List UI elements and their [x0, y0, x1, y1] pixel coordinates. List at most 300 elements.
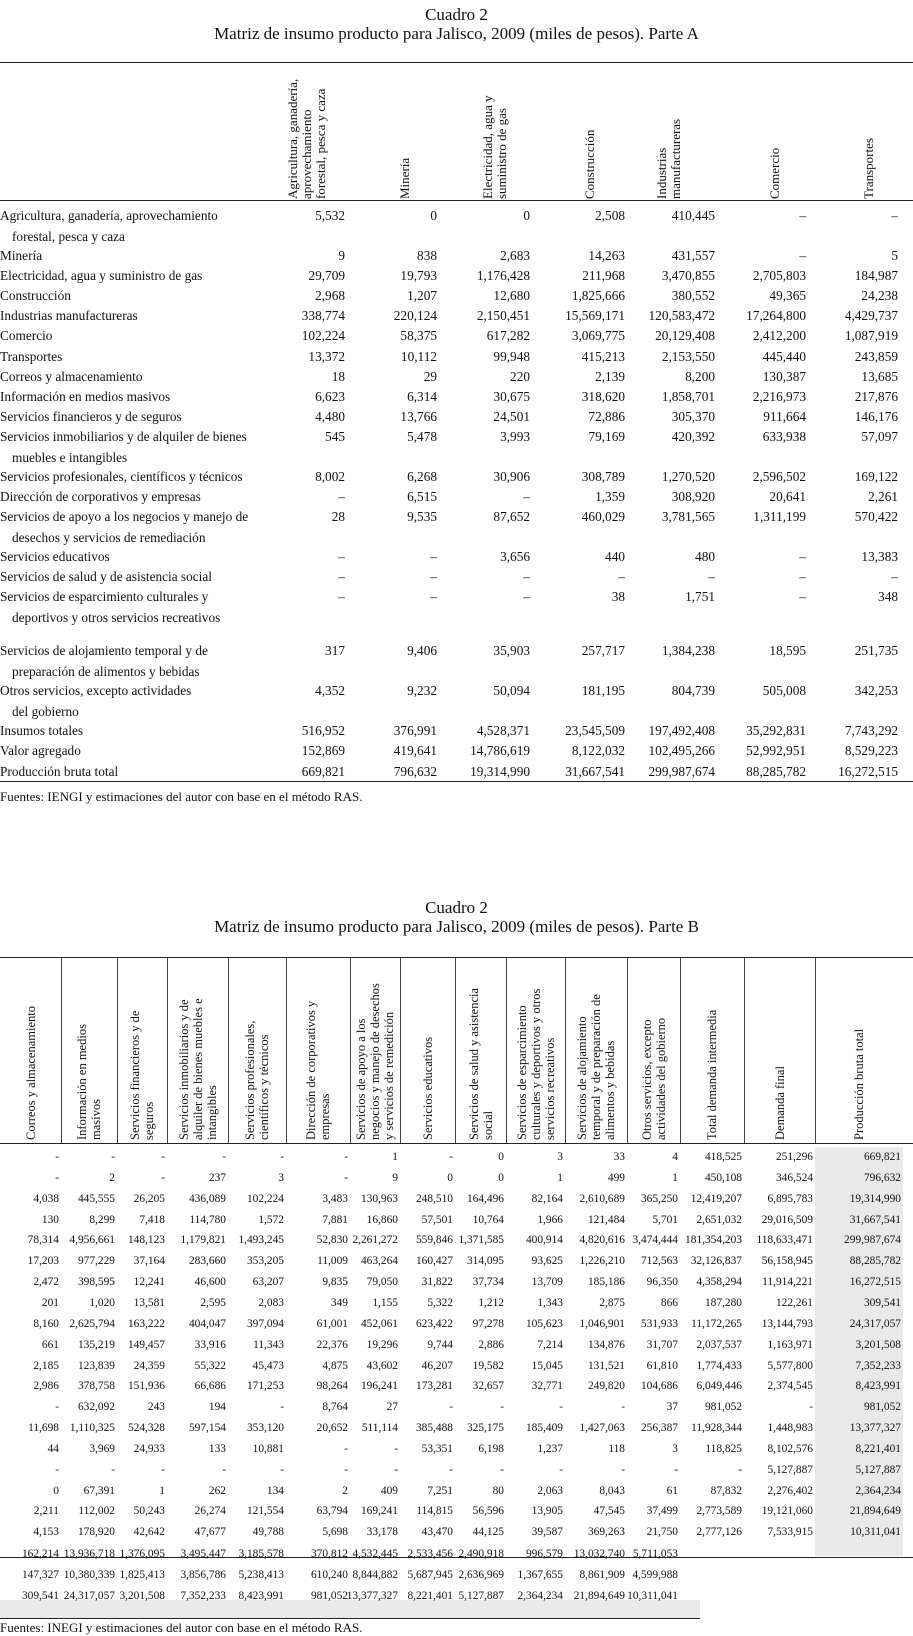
part-b-cell: 29,016,509 — [761, 1213, 813, 1226]
part-a-column-header-label: Transportes — [861, 138, 876, 199]
part-b-column-divider — [350, 958, 351, 1143]
part-b-cell: 5,238,413 — [238, 1568, 284, 1581]
part-a-cell: 211,968 — [582, 268, 625, 284]
part-b-cell: 436,089 — [188, 1192, 226, 1205]
part-b-cell: 977,229 — [77, 1255, 115, 1268]
part-b-cell: 10,311,041 — [850, 1526, 901, 1539]
part-b-cell: 0 — [53, 1484, 59, 1497]
part-b-cell: 7,214 — [537, 1338, 563, 1351]
part-a-row-label-line1: Otros servicios, excepto actividades — [0, 683, 192, 699]
part-b-cell: 8,102,576 — [767, 1442, 813, 1455]
part-a-cell: 6,515 — [407, 489, 437, 504]
part-a-row-label-line1: Agricultura, ganadería, aprovechamiento — [0, 208, 218, 223]
part-a-cell: 570,422 — [854, 509, 898, 525]
part-a-cell: 5 — [891, 248, 898, 263]
part-b-cell: 24,317,057 — [63, 1589, 115, 1602]
part-a-cell: – — [799, 589, 806, 605]
part-b-column-header-label: Servicios inmobiliarios y de alquiler de bienes muebles e intangibles — [176, 998, 219, 1140]
part-a-cell: 305,370 — [671, 408, 715, 424]
part-b-cell: 3,856,786 — [180, 1568, 226, 1581]
part-b-cell: 5,127,887 — [458, 1589, 504, 1602]
part-b-cell: 325,175 — [466, 1422, 504, 1435]
part-b-cell: 7,881 — [322, 1213, 348, 1226]
part-b-cell: 2,625,794 — [69, 1317, 115, 1330]
part-a-cell: 8,529,223 — [844, 743, 898, 759]
part-a-cell: 197,492,408 — [648, 723, 715, 739]
part-a-cell: 14,786,619 — [470, 743, 530, 759]
part-b-cell: 13,581 — [133, 1296, 165, 1309]
part-a-cell: – — [799, 248, 806, 263]
part-b-cell: 8,160 — [33, 1317, 59, 1330]
part-a-cell: 10,112 — [400, 348, 437, 364]
part-a-cell: 633,938 — [762, 428, 806, 444]
part-a-cell: 146,176 — [854, 408, 898, 424]
part-a-cell: 38 — [611, 589, 625, 605]
part-b-cell: 3,201,508 — [855, 1338, 901, 1351]
part-a-column-header-label: Comercio — [767, 147, 782, 199]
part-a-column-header — [398, 64, 438, 210]
part-b-cell: 93,625 — [531, 1255, 563, 1268]
part-b-cell: 5,322 — [427, 1296, 453, 1309]
part-b-cell: 26,205 — [133, 1192, 165, 1205]
part-b-cell: 450,108 — [704, 1171, 742, 1184]
part-a-row-label — [0, 386, 280, 407]
part-a-cell: 5,532 — [315, 208, 345, 223]
part-b-source-note: Fuentes: INEGI y estimaciones del autor con base en el método RAS. — [0, 1620, 363, 1635]
part-b-cell: 185,186 — [587, 1276, 625, 1289]
part-b-cell: 5,127,887 — [855, 1463, 901, 1476]
part-a-cell: 102,495,266 — [648, 743, 715, 759]
part-b-cell: 2,063 — [537, 1484, 563, 1497]
part-a-row-label-line2: deportivos y otros servicios recreativos — [12, 610, 221, 626]
part-b-column-header-label: Correos y almacenamiento — [23, 1006, 38, 1140]
part-a-cell: 516,952 — [301, 723, 345, 739]
part-b-cell: 43,602 — [366, 1359, 398, 1372]
part-a-cell: – — [430, 569, 437, 585]
part-a-cell: 308,789 — [581, 468, 625, 484]
part-b-cell: 8,221,401 — [407, 1589, 453, 1602]
part-b-cell: 256,387 — [640, 1422, 678, 1435]
part-a-row-label — [0, 426, 280, 468]
part-b-cell: 11,914,221 — [762, 1276, 813, 1289]
part-b-cell: 9,744 — [427, 1338, 453, 1351]
part-a-cell: 796,632 — [393, 763, 437, 779]
part-a-row-label — [0, 265, 280, 286]
part-a-cell: 911,664 — [763, 408, 806, 424]
part-a-cell: 420,392 — [671, 428, 715, 444]
part-b-cell: 201 — [41, 1296, 59, 1309]
part-a-cell: 2,139 — [595, 368, 625, 384]
part-b-cell: 3,495,447 — [180, 1547, 226, 1560]
part-b-cell: - — [394, 1463, 398, 1476]
part-b-cell: - — [55, 1463, 59, 1476]
part-b-cell: 56,158,945 — [761, 1255, 813, 1268]
part-a-cell: 31,667,541 — [565, 763, 625, 779]
part-b-column-header-label: Demanda final — [772, 1066, 787, 1140]
part-b-column-header — [24, 960, 38, 1143]
part-b-cell: 6,049,446 — [696, 1380, 742, 1393]
part-b-cell: 2,490,918 — [458, 1547, 504, 1560]
part-b-cell: 134 — [266, 1484, 284, 1497]
part-b-cell: 16,860 — [366, 1213, 398, 1226]
part-a-cell: 184,987 — [854, 268, 898, 284]
part-a-cell: 16,272,515 — [838, 763, 898, 779]
part-b-cell: 57,501 — [421, 1213, 453, 1226]
part-b-cell: - — [280, 1151, 284, 1163]
part-b-cell: 409 — [380, 1484, 398, 1497]
part-b-cell: 796,632 — [863, 1171, 901, 1184]
part-b-cell: 7,251 — [427, 1484, 453, 1497]
part-b-cell: 385,488 — [415, 1422, 453, 1435]
part-a-cell: 88,285,782 — [746, 763, 806, 779]
part-a-cell: 30,675 — [493, 388, 530, 404]
part-b-title-number: Cuadro 2 — [425, 898, 488, 917]
part-b-cell: 7,352,233 — [855, 1359, 901, 1372]
part-b-cell: 196,241 — [360, 1380, 398, 1393]
part-a-cell: 49,365 — [769, 288, 806, 304]
part-b-cell: - — [559, 1401, 563, 1414]
part-b-cell: - — [161, 1463, 165, 1476]
part-a-cell: – — [430, 549, 437, 565]
part-b-cell: 96,350 — [646, 1276, 678, 1289]
part-b-cell: 149,457 — [127, 1338, 165, 1351]
part-b-cell: 24,933 — [133, 1442, 165, 1455]
part-b-cell: 11,172,265 — [691, 1317, 742, 1330]
part-b-cell: 404,047 — [188, 1317, 226, 1330]
part-b-cell: 418,525 — [704, 1151, 742, 1163]
part-b-cell: 44,125 — [472, 1526, 504, 1539]
part-a-cell: 257,717 — [581, 643, 625, 659]
part-b-cell: 42,642 — [133, 1526, 165, 1539]
part-a-row-label — [0, 346, 280, 367]
part-a-row-label — [0, 740, 280, 761]
part-a-cell: 617,282 — [486, 328, 530, 344]
part-a-cell: 480 — [695, 549, 715, 565]
part-b-cell: 44 — [47, 1442, 59, 1455]
part-a-cell: 8,200 — [685, 368, 715, 384]
part-b-cell: 10,311,041 — [627, 1589, 678, 1602]
part-b-cell: 1,493,245 — [238, 1234, 284, 1247]
part-b-cell: - — [111, 1151, 115, 1163]
part-b-cell: 31,667,541 — [849, 1213, 901, 1226]
part-b-cell: 97,278 — [472, 1317, 504, 1330]
part-b-cell: 79,050 — [366, 1276, 398, 1289]
part-b-cell: 353,120 — [246, 1422, 284, 1435]
part-a-cell: 804,739 — [671, 683, 715, 699]
part-b-cell: 452,061 — [360, 1317, 398, 1330]
part-a-cell: 3,993 — [500, 428, 530, 444]
part-a-source-note: Fuentes: IENGI y estimaciones del autor con base en el método RAS. — [0, 789, 363, 804]
part-b-cell: 1,371,585 — [458, 1234, 504, 1247]
part-b-cell: 1,774,433 — [696, 1359, 742, 1372]
part-b-cell: 1,179,821 — [180, 1234, 226, 1247]
part-b-cell: 2,986 — [33, 1380, 59, 1393]
part-a-cell: 220 — [510, 368, 530, 384]
part-b-cell: 610,240 — [310, 1568, 348, 1581]
part-b-cell: 10,881 — [252, 1442, 284, 1455]
part-b-cell: 2,364,234 — [517, 1589, 563, 1602]
part-b-cell: 13,936,718 — [63, 1547, 115, 1560]
part-b-cell: - — [621, 1401, 625, 1414]
part-b-cell: 4,358,294 — [696, 1276, 742, 1289]
part-a-header-rule — [0, 200, 913, 201]
part-b-cell: 27 — [386, 1401, 398, 1414]
part-a-row-label — [0, 325, 280, 346]
part-b-cell: 12,241 — [133, 1276, 165, 1289]
part-b-column-header-label: Producción bruta total — [852, 1028, 866, 1140]
part-b-cell: 61,810 — [646, 1359, 678, 1372]
part-b-cell: 118,825 — [705, 1442, 742, 1455]
part-b-column-header-label: Dirección de corporativos y empresas — [304, 1000, 332, 1140]
part-a-cell: 57,097 — [861, 428, 898, 444]
part-b-cell: 445,555 — [77, 1192, 115, 1205]
part-a-row-label — [0, 566, 280, 587]
part-a-cell: 20,129,408 — [655, 328, 715, 344]
part-a-cell: – — [338, 549, 345, 565]
part-a-cell: 2,508 — [595, 208, 625, 223]
part-b-title: Matriz de insumo producto para Jalisco, 2009 (miles de pesos). Parte B — [214, 917, 699, 936]
part-b-cell: 164,496 — [466, 1192, 504, 1205]
part-b-cell: 11,009 — [317, 1255, 348, 1268]
part-b-column-header-label: Servicios de apoyo a los negocios y manejo de desechos y servicios de remedición — [354, 983, 396, 1140]
part-b-cell: 400,914 — [525, 1234, 563, 1247]
part-a-row-label-line1: Servicios educativos — [0, 549, 110, 565]
part-b-cell: 5,577,800 — [767, 1359, 813, 1372]
part-a-cell: 348 — [878, 589, 898, 605]
part-a-cell: 19,793 — [400, 268, 437, 284]
part-b-cell: 309,541 — [863, 1296, 901, 1309]
part-b-cell: 194 — [208, 1401, 226, 1414]
part-b-cell: 10,380,339 — [63, 1568, 115, 1581]
part-b-cell: - — [344, 1171, 348, 1184]
part-a-cell: 8,122,032 — [571, 743, 625, 759]
part-a-row-label-line1: Información en medios masivos — [0, 388, 171, 404]
part-a-cell: 318,620 — [581, 388, 625, 404]
part-b-cell: 4,875 — [322, 1359, 348, 1372]
part-b-cell: 2,533,456 — [407, 1547, 453, 1560]
part-b-cell: 133 — [208, 1442, 226, 1455]
part-a-row-label-line2: preparación de alimentos y bebidas — [12, 664, 200, 680]
part-b-cell: 397,094 — [246, 1317, 284, 1330]
part-b-cell: 24,359 — [133, 1359, 165, 1372]
part-b-cell: 16,272,515 — [849, 1276, 901, 1289]
part-a-row-label-line1: Industrias manufactureras — [0, 308, 138, 324]
part-b-cell: 7,352,233 — [180, 1589, 226, 1602]
part-a-row-label — [0, 680, 280, 722]
part-a-cell: 217,876 — [854, 388, 898, 404]
part-b-cell: 531,933 — [640, 1317, 678, 1330]
part-a-bottom-rule — [0, 781, 913, 782]
part-b-cell: 3 — [672, 1442, 678, 1455]
part-b-column-header — [640, 960, 668, 1143]
part-b-cell: - — [449, 1151, 453, 1163]
part-b-cell: 2,472 — [33, 1276, 59, 1289]
part-a-cell: 2,216,973 — [752, 388, 806, 404]
part-b-cell: 283,660 — [188, 1255, 226, 1268]
part-b-column-divider — [228, 958, 229, 1143]
part-b-cell: 8,764 — [322, 1401, 348, 1414]
part-b-cell: 147,327 — [21, 1568, 59, 1581]
part-a-row-label — [0, 586, 280, 628]
part-b-column-divider — [61, 958, 62, 1143]
part-b-cell: - — [161, 1171, 165, 1184]
part-b-cell: - — [222, 1463, 226, 1476]
part-b-cell: 19,121,060 — [761, 1505, 813, 1518]
part-b-cell: 370,812 — [310, 1547, 348, 1560]
part-b-cell: 37,734 — [472, 1276, 504, 1289]
part-a-title: Matriz de insumo producto para Jalisco, 2009 (miles de pesos). Parte A — [214, 24, 699, 43]
part-a-cell: 338,774 — [301, 308, 345, 324]
part-a-row-label-line1: Minería — [0, 248, 43, 263]
part-a-cell: 8,002 — [315, 468, 345, 484]
part-b-cell: 2,777,126 — [696, 1526, 742, 1539]
part-a-cell: 152,869 — [301, 743, 345, 759]
part-a-row-label-line1: Transportes — [0, 348, 63, 364]
part-b-column-divider — [167, 958, 168, 1143]
part-b-cell: 1,237 — [537, 1442, 563, 1455]
part-b-cell: 10,764 — [472, 1213, 504, 1226]
part-a-title-number: Cuadro 2 — [425, 5, 488, 24]
part-b-cell: 2,211 — [33, 1505, 59, 1518]
part-a-row-label-line2: del gobierno — [12, 704, 79, 720]
part-a-row-label — [0, 366, 280, 387]
part-a-cell: 251,735 — [854, 643, 898, 659]
part-b-cell: 13,905 — [531, 1505, 563, 1518]
part-b-cell: 463,264 — [360, 1255, 398, 1268]
part-a-cell: 1,751 — [685, 589, 715, 605]
part-a-row-label — [0, 640, 280, 682]
part-b-column-header-label: Servicios educativos — [420, 1036, 435, 1140]
part-b-cell: 19,296 — [366, 1338, 398, 1351]
part-b-cell: 9,835 — [322, 1276, 348, 1289]
part-b-cell: 4,599,988 — [632, 1568, 678, 1581]
part-a-cell: 24,501 — [493, 408, 530, 424]
part-b-column-divider — [455, 958, 456, 1143]
part-b-cell: 105,623 — [525, 1317, 563, 1330]
part-a-row-label — [0, 305, 280, 326]
part-b-cell: 8,043 — [599, 1484, 625, 1497]
part-b-cell: 67,391 — [83, 1484, 115, 1497]
part-a-row-label-line1: Insumos totales — [0, 723, 84, 739]
part-b-cell: - — [344, 1442, 348, 1455]
part-a-cell: 505,008 — [762, 683, 806, 699]
part-b-cell: 712,563 — [640, 1255, 678, 1268]
part-b-cell: 21,894,649 — [849, 1505, 901, 1518]
part-a-row-label — [0, 546, 280, 567]
part-b-cell: 22,376 — [316, 1338, 348, 1351]
part-b-cell: 13,032,740 — [573, 1547, 625, 1560]
part-b-subtotal-rule — [0, 1557, 913, 1558]
part-b-column-header — [515, 960, 557, 1143]
part-b-cell: 1,020 — [89, 1296, 115, 1309]
part-b-column-divider — [744, 958, 745, 1143]
part-b-cell: 102,224 — [246, 1192, 284, 1205]
part-b-cell: 249,820 — [587, 1380, 625, 1393]
part-a-column-header-label: Construcción — [582, 129, 597, 199]
part-a-cell: – — [523, 569, 530, 585]
part-b-column-divider — [400, 958, 401, 1143]
part-b-cell: 8,221,401 — [855, 1442, 901, 1455]
part-b-column-header — [243, 960, 271, 1143]
part-b-cell: 1,448,983 — [767, 1422, 813, 1435]
part-a-cell: 24,238 — [861, 288, 898, 304]
part-a-row-label — [0, 466, 280, 487]
part-a-cell: 29,709 — [308, 268, 345, 284]
part-b-cell: 981,052 — [310, 1589, 348, 1602]
part-a-cell: 4,352 — [315, 683, 345, 699]
part-b-cell: 4 — [672, 1151, 678, 1163]
part-a-cell: – — [799, 569, 806, 585]
part-b-cell: 130 — [41, 1213, 59, 1226]
part-b-cell: 56,596 — [472, 1505, 504, 1518]
part-a-cell: 169,122 — [854, 468, 898, 484]
part-a-column-header-label: Industrias manufactureras — [654, 118, 683, 199]
part-a-row-label — [0, 761, 280, 782]
part-b-cell: 163,222 — [127, 1317, 165, 1330]
part-b-cell: 19,314,990 — [849, 1192, 901, 1205]
part-a-cell: – — [799, 208, 806, 223]
part-b-cell: 21,894,649 — [573, 1589, 625, 1602]
part-b-cell: 31,707 — [646, 1338, 678, 1351]
part-b-cell: 37 — [666, 1401, 678, 1414]
part-b-cell: 19,582 — [472, 1359, 504, 1372]
part-a-cell: 1,359 — [595, 489, 625, 504]
part-a-cell: 3,656 — [500, 549, 530, 565]
part-a-cell: – — [338, 489, 345, 504]
part-a-cell: 19,314,990 — [470, 763, 530, 779]
part-b-cell: 43,470 — [421, 1526, 453, 1539]
part-a-cell: 308,920 — [671, 489, 715, 504]
part-a-column-header-label: Electricidad, agua y suministro de gas — [480, 95, 509, 199]
part-b-cell: 1,046,901 — [579, 1317, 625, 1330]
part-a-row-label — [0, 506, 280, 548]
part-b-cell: 3,185,578 — [238, 1547, 284, 1560]
part-a-cell: 220,124 — [393, 308, 437, 324]
part-b-cell: - — [280, 1463, 284, 1476]
part-a-row-label-line1: Correos y almacenamiento — [0, 368, 143, 384]
part-a-cell: 99,948 — [493, 348, 530, 364]
part-b-cell: 1,376,095 — [119, 1547, 165, 1560]
part-b-cell: 80 — [492, 1484, 504, 1497]
part-a-row-label-line1: Servicios profesionales, científicos y técnicos — [0, 468, 243, 484]
part-b-cell: 20,652 — [316, 1422, 348, 1435]
part-b-cell: 378,758 — [77, 1380, 115, 1393]
part-b-cell: 248,510 — [415, 1192, 453, 1205]
part-b-cell: 63,794 — [316, 1505, 348, 1518]
part-b-cell: 4,956,661 — [69, 1234, 115, 1247]
part-b-column-header — [467, 960, 495, 1143]
part-b-cell: 309,541 — [21, 1589, 59, 1602]
part-a-cell: 23,545,509 — [565, 723, 625, 739]
part-b-cell: 15,045 — [531, 1359, 563, 1372]
part-a-cell: 431,557 — [671, 248, 715, 263]
part-b-column-header-label: Información en medios masivos — [75, 1024, 103, 1140]
part-a-cell: 376,991 — [393, 723, 437, 739]
part-b-cell: 148,123 — [127, 1234, 165, 1247]
part-b-cell: 123,839 — [77, 1359, 115, 1372]
part-b-column-header — [75, 960, 103, 1143]
part-b-cell: 5,701 — [652, 1213, 678, 1226]
part-a-cell: – — [618, 569, 625, 585]
part-b-cell: 122,261 — [775, 1296, 813, 1309]
part-a-cell: 79,169 — [588, 428, 625, 444]
part-a-cell: 9,406 — [407, 643, 437, 659]
part-a-row-label-line1: Construcción — [0, 288, 71, 304]
part-b-cell: 0 — [498, 1151, 504, 1163]
part-b-cell: 996,579 — [525, 1547, 563, 1560]
part-b-cell: 2,276,402 — [767, 1484, 813, 1497]
part-b-cell: 82,164 — [531, 1192, 563, 1205]
